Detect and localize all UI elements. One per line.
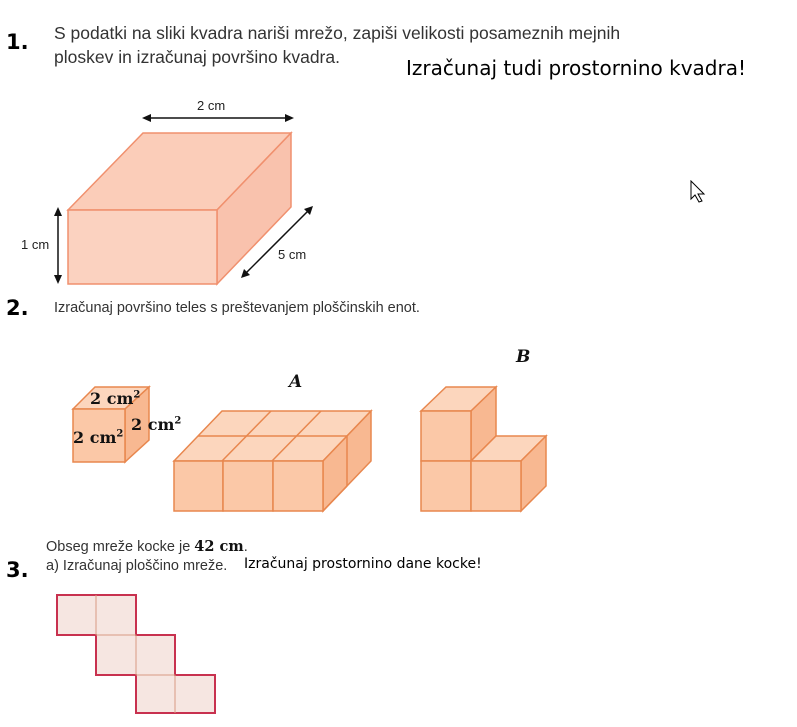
unit-cube-front-label: 2 $cm^2$ xyxy=(73,428,124,447)
task3-number: 3. xyxy=(6,558,29,582)
body-a-label: A xyxy=(289,372,303,392)
dim-label-right: 5 cm xyxy=(278,247,307,262)
cuboid-front-face xyxy=(68,210,217,284)
body-b-label: B xyxy=(516,347,531,367)
task3-part-a: a) Izračunaj ploščino mreže. xyxy=(46,558,228,574)
top-dimension-arrow xyxy=(142,114,294,122)
task1-text-line2: ploskev in izračunaj površino kvadra. xyxy=(54,47,340,67)
cuboid-figure xyxy=(0,85,360,295)
task3-extra-note: Izračunaj prostornino dane kocke! xyxy=(244,556,482,572)
body-b xyxy=(421,387,546,511)
dim-label-left: 1 cm xyxy=(21,237,50,252)
task1-number: 1. xyxy=(6,30,29,54)
task2-number: 2. xyxy=(6,296,29,320)
cube-net-figure xyxy=(50,590,220,716)
cube-bodies-figure xyxy=(0,380,560,520)
mouse-cursor-icon xyxy=(690,180,706,204)
body-a-front xyxy=(174,461,323,511)
dim-label-top: 2 cm xyxy=(197,98,226,113)
task1-text-line1: S podatki na sliki kvadra nariši mrežo, zapiši velikosti posameznih mejnih xyxy=(54,23,621,43)
unit-cube-side-label: 2 $cm^2$ xyxy=(131,415,182,434)
task2-text: Izračunaj površino teles s preštevanjem ploščinskih enot. xyxy=(54,300,420,316)
task1-extra-note: Izračunaj tudi prostornino kvadra! xyxy=(406,56,746,80)
unit-cube-top-label: 2 $cm^2$ xyxy=(90,389,141,408)
left-dimension-arrow xyxy=(54,207,62,284)
task3-obseg: Obseg mreže kocke je 42 cm. xyxy=(46,538,248,555)
